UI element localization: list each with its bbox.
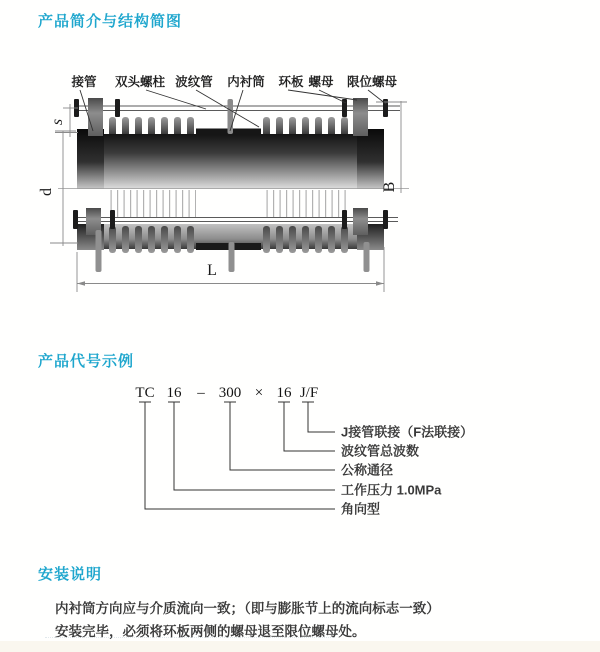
code-callout-lines [139,402,335,509]
install-line-1: 内衬筒方向应与介质流向一致；（即与膨胀节上的流向标志一致） [55,601,440,616]
pipe-end-right [357,129,384,189]
code-seg-waves: 16 [276,385,292,401]
code-seg-diameter: 300 [218,385,242,401]
pipe-body-upper [103,134,358,189]
code-annotation-type: 角向型 [341,501,381,517]
pipe-end-left [77,129,104,189]
bellows-silhouette-right [262,190,349,218]
ring-plate-right [353,98,368,136]
tie-rod-lower [74,218,398,222]
nut-left-lower [110,210,115,229]
dim-label-s: s [49,118,66,126]
product-code-example [0,375,600,540]
code-seg-times: × [254,385,264,401]
dim-label-L: L [207,262,217,279]
part-label-limit-nut: 限位螺母 [346,75,398,89]
ring-plate-left [88,98,103,136]
part-label-nut: 螺母 [308,75,334,89]
install-line-2: 安装完毕，必须将环板两侧的螺母退至限位螺母处。 [55,624,366,639]
code-annotation-pressure: 工作压力 1.0MPa [341,482,442,498]
hanging-stud-center [229,242,235,272]
dim-label-d: d [38,188,55,196]
dim-label-B: B [381,181,398,193]
part-label-pipe: 接管 [71,75,97,89]
limit-nut-left-lower [73,210,78,229]
section-title-code: 产品代号示例 [38,353,135,370]
dimension-s [49,104,78,137]
bellows-silhouette-left [109,190,196,218]
page-bottom-rule [45,637,335,638]
part-label-bellows: 波纹管 [175,75,213,89]
code-annotation-connection: J接管联接（F法联接） [341,424,474,440]
hanging-stud-right [364,242,370,272]
section-title-intro: 产品简介与结构简图 [38,13,183,30]
part-label-ring-plate: 环板 [278,75,304,89]
hanging-stud-left [96,230,102,272]
ring-plate-right-lower [353,208,368,235]
page-bottom-margin [0,641,600,652]
code-seg-connection: J/F [299,385,319,401]
section-title-install: 安装说明 [38,566,103,583]
code-annotation-waves: 波纹管总波数 [341,443,420,459]
part-label-stud: 双头螺柱 [114,75,166,89]
code-seg-type: TC [135,385,155,401]
nut-left [115,99,120,117]
code-seg-dash: – [197,385,205,401]
expansion-joint-diagram [0,60,470,310]
limit-nut-right-lower [383,210,388,229]
code-annotation-diameter: 公称通径 [341,462,394,478]
part-label-liner: 内衬筒 [227,75,265,89]
nut-right-lower [342,210,347,229]
code-seg-pressure: 16 [166,385,182,401]
